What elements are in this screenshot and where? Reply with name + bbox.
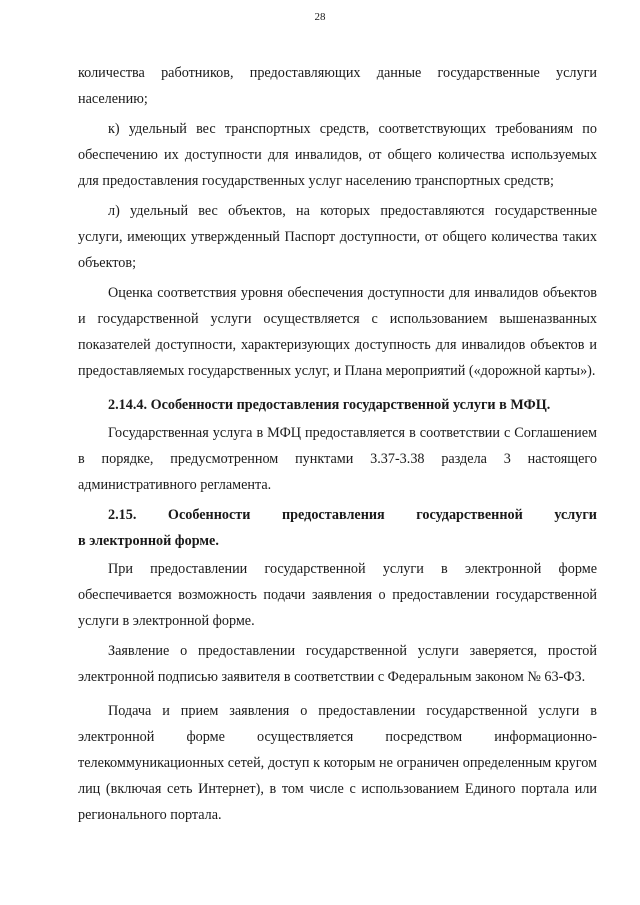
paragraph-continuation: количества работников, предоставляющих данные государственные услуги населению;: [78, 65, 597, 107]
paragraph-electronic-form: При предоставлении государственной услуги в электронной форме обеспечивается возможность подачи заявления о предоставлении государственной услуги в электронной форме.: [78, 561, 597, 629]
paragraph-assessment: Оценка соответствия уровня обеспечения доступности для инвалидов объектов и государственной услуги осуществляется с использованием вышеназванных показателей доступности, характеризующих доступность для инвалидов объектов и предоставляемых государственных услуг, и Плана мероприятий («дорожной карты»).: [78, 285, 597, 379]
page-number: 28: [314, 11, 326, 23]
heading-word: 2.15.: [108, 507, 137, 523]
heading-word: государственной: [416, 507, 523, 523]
document-body: [78, 60, 597, 828]
section-heading-2-15: [78, 502, 597, 528]
heading-word: Особенности: [167, 507, 251, 523]
paragraph-item-k: к) удельный вес транспортных средств, соответствующих требованиям по обеспечению их доступности для инвалидов, от общего количества используемых для предоставления государственных услуг населению транспортных средств;: [78, 121, 597, 189]
paragraph-item-l: л) удельный вес объектов, на которых предоставляются государственные услуги, имеющих утвержденный Паспорт доступности, от общего количества таких объектов;: [78, 203, 597, 271]
paragraph-submission: Подача и прием заявления о предоставлении государственной услуги в электронной форме осуществляется посредством информационно-телекоммуникационных сетей, доступ к которым не ограничен определенным кругом лиц (включая сеть Интернет), в том числе с использованием Единого портала или регионального портала.: [78, 703, 597, 823]
paragraph-signature: Заявление о предоставлении государственной услуги заверяется, простой электронной подписью заявителя в соответствии с Федеральным законом № 63-ФЗ.: [78, 643, 597, 685]
section-heading-2-14-4: 2.14.4. Особенности предоставления государственной услуги в МФЦ.: [108, 397, 551, 413]
heading-word: услуги: [554, 507, 597, 523]
heading-word: предоставления: [281, 507, 385, 523]
paragraph-mfc: Государственная услуга в МФЦ предоставляется в соответствии с Соглашением в порядке, предусмотренном пунктами 3.37-3.38 раздела 3 настоящего административного регламента.: [78, 425, 597, 493]
section-heading-2-15-continuation: в электронной форме.: [78, 533, 219, 549]
